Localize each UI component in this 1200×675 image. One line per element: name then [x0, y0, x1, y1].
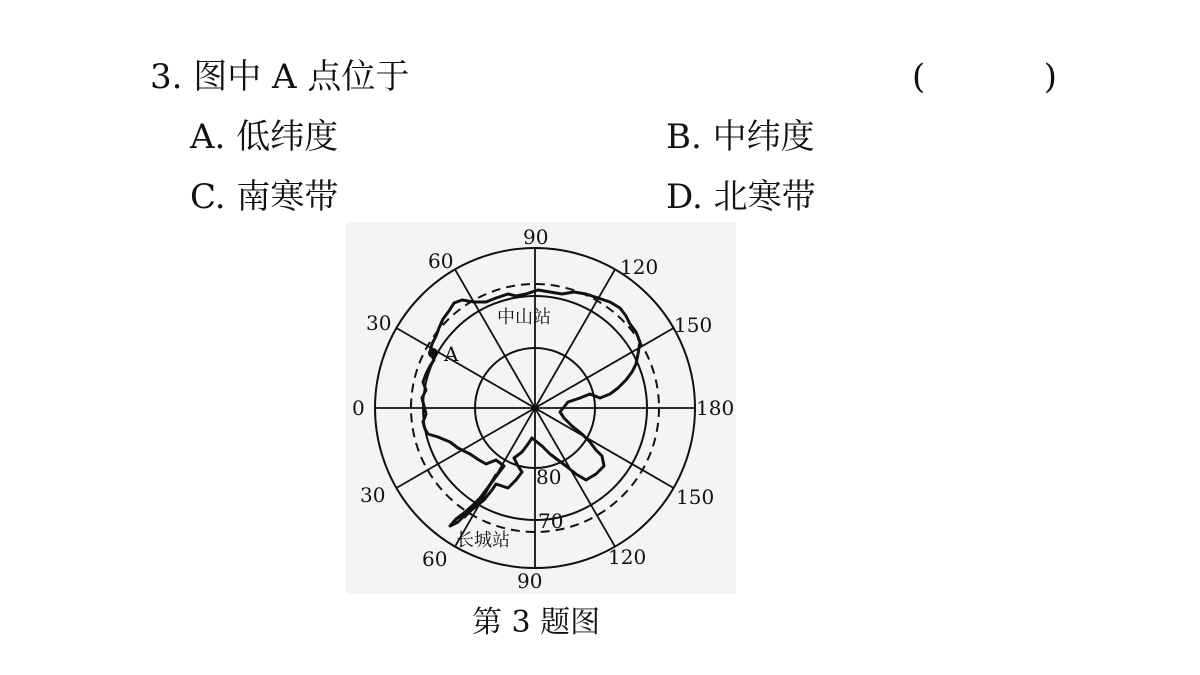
- option-a: A. 低纬度: [190, 117, 339, 157]
- paren-open: (: [912, 57, 926, 97]
- lon-label-lower-left: 30: [360, 483, 386, 507]
- lon-label-top: 90: [523, 225, 549, 249]
- lat-label-80: 80: [536, 465, 562, 489]
- point-a-marker: [428, 348, 438, 358]
- option-c: C. 南寒带: [190, 177, 339, 217]
- lon-label-upper-right: 150: [674, 313, 713, 337]
- point-a-label: A: [444, 342, 459, 366]
- lon-label-bottom-left: 60: [422, 547, 448, 571]
- longitude-labels: [352, 225, 734, 593]
- question-stem: 3. 图中 A 点位于: [150, 57, 410, 97]
- lon-label-bottom: 90: [517, 569, 543, 593]
- lon-label-lower-right: 150: [676, 485, 715, 509]
- lat-label-70: 70: [538, 509, 564, 533]
- option-b: B. 中纬度: [666, 117, 815, 157]
- lon-label-upper-left: 30: [366, 311, 392, 335]
- lon-label-top-right: 120: [620, 255, 659, 279]
- answer-parentheses: [912, 57, 1057, 97]
- lon-label-top-left: 60: [428, 249, 454, 273]
- latitude-labels: [536, 465, 563, 533]
- lon-label-left: 0: [352, 396, 365, 420]
- zhongshan-station-label: 中山站: [497, 307, 551, 328]
- changcheng-station-label: 长城站: [456, 530, 510, 551]
- lon-label-bottom-right: 120: [608, 545, 647, 569]
- antarctic-polar-map: [346, 222, 736, 594]
- lon-label-right: 180: [696, 396, 735, 420]
- paren-close: ): [1043, 57, 1057, 97]
- option-d: D. 北寒带: [666, 177, 816, 217]
- figure-caption: 第 3 题图: [472, 605, 601, 640]
